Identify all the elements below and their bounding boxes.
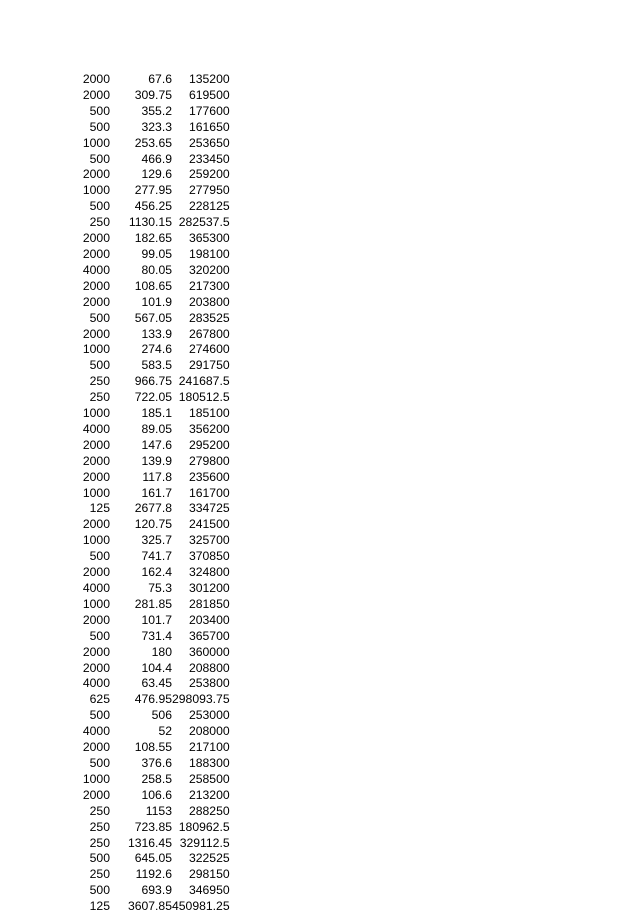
- unit-value-cell: 106.6: [141, 787, 172, 802]
- table-row: [82, 724, 230, 740]
- quantity-cell: 500: [89, 851, 110, 866]
- quantity-cell: 2000: [82, 87, 110, 102]
- table-row: [82, 438, 230, 454]
- table-row: [82, 661, 230, 677]
- unit-value-cell: 139.9: [141, 453, 172, 468]
- total-value-cell: 258500: [188, 771, 230, 786]
- total-value-cell: 283525: [188, 310, 230, 325]
- quantity-cell: 1000: [82, 342, 110, 357]
- unit-value-cell: 722.05: [134, 390, 172, 405]
- quantity-cell: 250: [89, 803, 110, 818]
- total-value-cell: 279800: [188, 453, 230, 468]
- quantity-cell: 2000: [82, 787, 110, 802]
- table-row: [82, 645, 230, 661]
- quantity-cell: 500: [89, 708, 110, 723]
- unit-value-cell: 277.95: [134, 183, 172, 198]
- quantity-cell: 500: [89, 628, 110, 643]
- total-value-cell: 274600: [188, 342, 230, 357]
- table-row: [82, 501, 230, 517]
- total-value-cell: 365700: [188, 628, 230, 643]
- table-row: [82, 311, 230, 327]
- table-row: [82, 804, 230, 820]
- unit-value-cell: 476.95: [134, 692, 172, 707]
- unit-value-cell: 120.75: [134, 517, 172, 532]
- table-row: [82, 565, 230, 581]
- quantity-cell: 1000: [82, 596, 110, 611]
- total-value-cell: 619500: [188, 87, 230, 102]
- quantity-cell: 250: [89, 390, 110, 405]
- table-row: [82, 152, 230, 168]
- unit-value-cell: 99.05: [141, 246, 172, 261]
- quantity-cell: 2000: [82, 469, 110, 484]
- total-value-cell: 198100: [188, 246, 230, 261]
- table-row: [82, 358, 230, 374]
- quantity-cell: 250: [89, 215, 110, 230]
- quantity-cell: 500: [89, 151, 110, 166]
- total-value-cell: 188300: [188, 755, 230, 770]
- unit-value-cell: 456.25: [134, 199, 172, 214]
- total-value-cell: 301200: [188, 581, 230, 595]
- table-row: [82, 486, 230, 502]
- quantity-cell: 1000: [82, 533, 110, 548]
- quantity-cell: 4000: [82, 676, 110, 691]
- total-value-cell: 365300: [188, 231, 230, 246]
- unit-value-cell: 506: [151, 708, 172, 723]
- quantity-cell: 1000: [82, 485, 110, 500]
- unit-value-cell: 325.7: [141, 533, 172, 548]
- unit-value-cell: 253.65: [134, 135, 172, 150]
- total-value-cell: 325700: [188, 533, 230, 548]
- table-row: [82, 120, 230, 136]
- table-row: [82, 533, 230, 549]
- total-value-cell: 213200: [188, 787, 230, 802]
- unit-value-cell: 67.6: [148, 72, 172, 86]
- total-value-cell: 233450: [188, 151, 230, 166]
- quantity-cell: 4000: [82, 724, 110, 739]
- quantity-cell: 500: [89, 883, 110, 898]
- table-row: [82, 231, 230, 247]
- table-body: [82, 72, 230, 915]
- table-row: [82, 629, 230, 645]
- unit-value-cell: 185.1: [141, 406, 172, 421]
- quantity-cell: 4000: [82, 421, 110, 436]
- unit-value-cell: 1316.45: [127, 835, 172, 850]
- table-row: [82, 327, 230, 343]
- quantity-cell: 250: [89, 819, 110, 834]
- unit-value-cell: 108.55: [134, 740, 172, 755]
- unit-value-cell: 80.05: [141, 262, 172, 277]
- total-value-cell: 217300: [188, 278, 230, 293]
- unit-value-cell: 693.9: [141, 883, 172, 898]
- unit-value-cell: 89.05: [141, 421, 172, 436]
- table-row: [82, 72, 230, 88]
- total-value-cell: 329112.5: [179, 835, 230, 850]
- table-row: [82, 104, 230, 120]
- total-value-cell: 203800: [188, 294, 230, 309]
- table-row: [82, 836, 230, 852]
- quantity-cell: 2000: [82, 231, 110, 246]
- table-row: [82, 692, 230, 708]
- unit-value-cell: 323.3: [141, 119, 172, 134]
- unit-value-cell: 108.65: [134, 278, 172, 293]
- quantity-cell: 2000: [82, 246, 110, 261]
- total-value-cell: 346950: [188, 883, 230, 898]
- table-row: [82, 183, 230, 199]
- unit-value-cell: 1130.15: [128, 215, 172, 230]
- unit-value-cell: 966.75: [134, 374, 172, 389]
- unit-value-cell: 1153: [145, 803, 172, 818]
- total-value-cell: 235600: [188, 469, 230, 484]
- total-value-cell: 324800: [188, 565, 230, 580]
- total-value-cell: 253800: [188, 676, 230, 691]
- table-row: [82, 581, 230, 597]
- quantity-cell: 500: [89, 549, 110, 564]
- unit-value-cell: 101.9: [141, 294, 172, 309]
- table-row: [82, 295, 230, 311]
- total-value-cell: 241500: [188, 517, 230, 532]
- quantity-cell: 2000: [82, 167, 110, 182]
- table-row: [82, 374, 230, 390]
- quantity-cell: 2000: [82, 278, 110, 293]
- quantity-cell: 2000: [82, 517, 110, 532]
- table-row: [82, 851, 230, 867]
- total-value-cell: 161650: [188, 119, 230, 134]
- quantity-cell: 1000: [82, 771, 110, 786]
- total-value-cell: 241687.5: [178, 374, 230, 389]
- table-row: [82, 215, 230, 231]
- total-value-cell: 281850: [188, 596, 230, 611]
- unit-value-cell: 567.05: [134, 310, 172, 325]
- total-value-cell: 135200: [188, 72, 230, 86]
- unit-value-cell: 2677.8: [134, 501, 172, 516]
- table-row: [82, 422, 230, 438]
- total-value-cell: 180512.5: [178, 390, 230, 405]
- quantity-cell: 1000: [82, 183, 110, 198]
- unit-value-cell: 3607.85: [127, 899, 172, 914]
- quantity-cell: 1000: [82, 406, 110, 421]
- quantity-cell: 2000: [82, 326, 110, 341]
- table-row: [82, 136, 230, 152]
- total-value-cell: 217100: [188, 740, 230, 755]
- unit-value-cell: 147.6: [141, 437, 172, 452]
- table-row: [82, 788, 230, 804]
- unit-value-cell: 466.9: [141, 151, 172, 166]
- total-value-cell: 228125: [188, 199, 230, 214]
- quantity-cell: 2000: [82, 453, 110, 468]
- quantity-cell: 250: [89, 374, 110, 389]
- table-row: [82, 390, 230, 406]
- unit-value-cell: 1192.6: [135, 867, 172, 882]
- quantity-cell: 500: [89, 103, 110, 118]
- unit-value-cell: 258.5: [141, 771, 172, 786]
- quantity-cell: 500: [89, 358, 110, 373]
- unit-value-cell: 63.45: [141, 676, 172, 691]
- total-value-cell: 161700: [188, 485, 230, 500]
- total-value-cell: 370850: [188, 549, 230, 564]
- table-row: [82, 406, 230, 422]
- unit-value-cell: 645.05: [134, 851, 172, 866]
- quantity-cell: 500: [89, 755, 110, 770]
- total-value-cell: 203400: [188, 612, 230, 627]
- total-value-cell: 185100: [188, 406, 230, 421]
- quantity-cell: 2000: [82, 72, 110, 86]
- quantity-cell: 2000: [82, 644, 110, 659]
- total-value-cell: 450981.25: [172, 899, 230, 914]
- unit-value-cell: 117.8: [142, 469, 172, 484]
- total-value-cell: 180962.5: [178, 819, 230, 834]
- unit-value-cell: 355.2: [141, 103, 172, 118]
- unit-value-cell: 104.4: [141, 660, 172, 675]
- table-row: [82, 740, 230, 756]
- quantity-cell: 250: [89, 835, 110, 850]
- quantity-cell: 2000: [82, 294, 110, 309]
- table-row: [82, 549, 230, 565]
- unit-value-cell: 162.4: [141, 565, 172, 580]
- total-value-cell: 177600: [188, 103, 230, 118]
- table-row: [82, 820, 230, 836]
- total-value-cell: 282537.5: [178, 215, 230, 230]
- quantity-cell: 625: [89, 692, 110, 707]
- quantity-cell: 4000: [82, 262, 110, 277]
- unit-value-cell: 101.7: [141, 612, 172, 627]
- total-value-cell: 291750: [188, 358, 230, 373]
- table-row: [82, 756, 230, 772]
- quantity-cell: 125: [89, 501, 110, 516]
- table-row: [82, 883, 230, 899]
- total-value-cell: 267800: [188, 326, 230, 341]
- data-table: [82, 72, 230, 915]
- total-value-cell: 298093.75: [172, 692, 230, 707]
- total-value-cell: 259200: [188, 167, 230, 182]
- unit-value-cell: 161.7: [141, 485, 172, 500]
- table-row: [82, 899, 230, 915]
- total-value-cell: 295200: [188, 437, 230, 452]
- table-row: [82, 470, 230, 486]
- unit-value-cell: 182.65: [134, 231, 172, 246]
- total-value-cell: 277950: [188, 183, 230, 198]
- quantity-cell: 500: [89, 199, 110, 214]
- total-value-cell: 322525: [188, 851, 230, 866]
- table-row: [82, 517, 230, 533]
- unit-value-cell: 75.3: [148, 581, 172, 595]
- unit-value-cell: 731.4: [141, 628, 172, 643]
- table-row: [82, 676, 230, 692]
- table-row: [82, 708, 230, 724]
- total-value-cell: 208000: [188, 724, 230, 739]
- quantity-cell: 2000: [82, 565, 110, 580]
- quantity-cell: 4000: [82, 581, 110, 595]
- quantity-cell: 2000: [82, 740, 110, 755]
- total-value-cell: 360000: [188, 644, 230, 659]
- total-value-cell: 334725: [188, 501, 230, 516]
- unit-value-cell: 376.6: [141, 755, 172, 770]
- table-row: [82, 88, 230, 104]
- total-value-cell: 253650: [188, 135, 230, 150]
- quantity-cell: 2000: [82, 660, 110, 675]
- total-value-cell: 356200: [188, 421, 230, 436]
- unit-value-cell: 281.85: [134, 596, 172, 611]
- table-row: [82, 247, 230, 263]
- total-value-cell: 298150: [188, 867, 230, 882]
- unit-value-cell: 180: [151, 644, 172, 659]
- table-row: [82, 613, 230, 629]
- unit-value-cell: 309.75: [134, 87, 172, 102]
- total-value-cell: 253000: [188, 708, 230, 723]
- quantity-cell: 500: [89, 310, 110, 325]
- total-value-cell: 320200: [188, 262, 230, 277]
- quantity-cell: 125: [89, 899, 110, 914]
- unit-value-cell: 52: [158, 724, 172, 739]
- table-row: [82, 867, 230, 883]
- quantity-cell: 250: [89, 867, 110, 882]
- quantity-cell: 500: [89, 119, 110, 134]
- table-row: [82, 263, 230, 279]
- unit-value-cell: 583.5: [141, 358, 172, 373]
- table-row: [82, 454, 230, 470]
- total-value-cell: 208800: [188, 660, 230, 675]
- table-row: [82, 342, 230, 358]
- quantity-cell: 2000: [82, 612, 110, 627]
- table-row: [82, 597, 230, 613]
- table-row: [82, 772, 230, 788]
- table-row: [82, 199, 230, 215]
- unit-value-cell: 741.7: [141, 549, 172, 564]
- unit-value-cell: 133.9: [141, 326, 172, 341]
- table-row: [82, 167, 230, 183]
- unit-value-cell: 274.6: [141, 342, 172, 357]
- unit-value-cell: 723.85: [134, 819, 172, 834]
- table-row: [82, 279, 230, 295]
- quantity-cell: 1000: [82, 135, 110, 150]
- total-value-cell: 288250: [188, 803, 230, 818]
- unit-value-cell: 129.6: [141, 167, 172, 182]
- quantity-cell: 2000: [82, 437, 110, 452]
